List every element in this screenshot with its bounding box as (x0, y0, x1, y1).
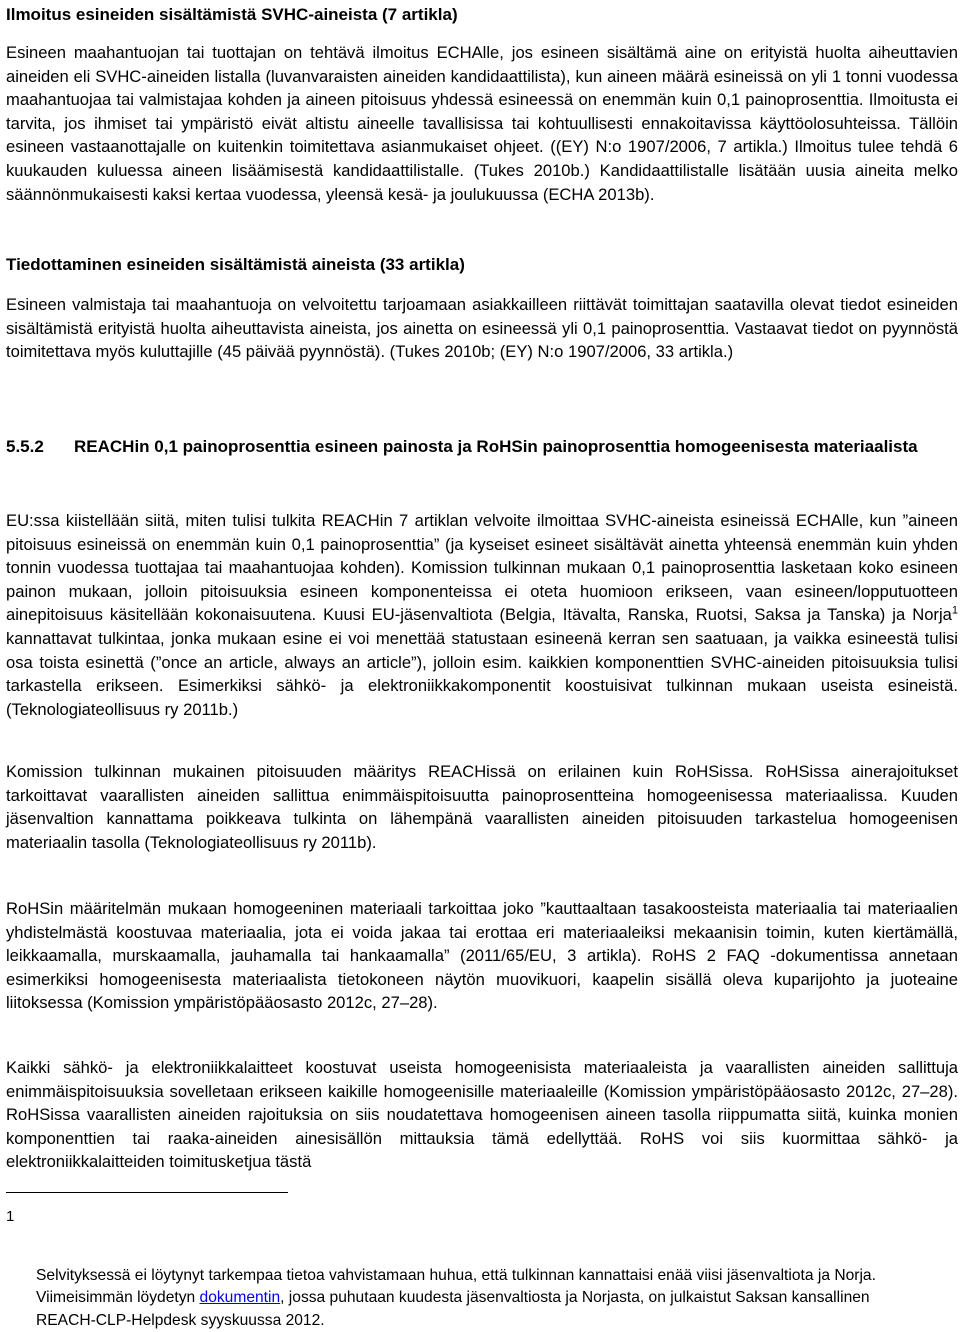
footnote-text-a: Selvityksessä ei löytynyt tarkempaa tietoa vahvistamaan huhua, että tulkinnan kannattaisi enää viisi jäsenvaltiota ja Norja. Viimeisimmän löydetyn (36, 1266, 876, 1307)
paragraph-svhc-notification: Esineen maahantuojan tai tuottajan on tehtävä ilmoitus ECHAlle, jos esineen sisältämä aine on erityistä huolta aiheuttavien aineiden eli SVHC-aineiden listalla (luvanvaraisten aineiden kandidaattilista), kun aineen määrä esineissä on yli 1 tonni vuodessa maahantuojaa tai valmistajaa kohden ja aineen pitoisuus yhdessä esineessä on enemmän kuin 0,1 painoprosenttia. Ilmoitusta ei tarvita, jos ihmiset tai ympäristö eivät altistu aineelle tavallisissa tai kohtuullisesti ennakoitavissa käyttöolosuhteissa. Tällöin esineen vastaanottajalle on kuitenkin toimitettava asianmukaiset ohjeet. ((EY) N:o 1907/2006, 7 artikla.) Ilmoitus tulee tehdä 6 kuukauden kuluessa aineen lisäämisestä kandidaattilistalle. (Tukes 2010b.) Kandidaattilistalle lisätään uusia aineita melko säännönmukaisesti kaksi kertaa vuodessa, yleensä kesä- ja joulukuussa (ECHA 2013b). (6, 43, 958, 204)
heading-svhc-notification: Ilmoitus esineiden sisältämistä SVHC-aineista (7 artikla) (6, 5, 458, 24)
footnote-number: 1 (6, 1208, 15, 1225)
footnote-text-b: , jossa puhutaan kuudesta jäsenvaltiosta ja Norjasta, on julkaistut Saksan kansallinen REACH-CLP-Helpdesk syyskuussa 2012. (36, 1289, 870, 1329)
paragraph-homogeneous-material: RoHSin määritelmän mukaan homogeeninen materiaali tarkoittaa joko ”kauttaaltaan tasakoosteista materiaalia tai materiaalien yhdistelmästä koostuvaa materiaalia, jota ei voida jakaa tai erottaa eri materiaaleiksi mekaanisin toimin, kuten kiertämällä, leikkaamalla, murskaamalla, jauhamalla tai hankaamalla” (2011/65/EU, 3 artikla). RoHS 2 FAQ -dokumentissa annetaan esimerkiksi homogeenisesta materiaalista tietokoneen näytön muovikuori, kaapelin sisällä oleva kuparijohto ja juoteaine liitoksessa (Komission ympäristöpääosasto 2012c, 27–28). (6, 899, 958, 1013)
paragraph-communication: Esineen valmistaja tai maahantuoja on velvoitettu tarjoamaan asiakkailleen riittävät toimittajan saatavilla olevat tiedot esineiden sisältämistä erityistä huolta aiheuttavista aineista, jos ainetta on esineessä yli 0,1 painoprosenttia. Vastaavat tiedot on pyynnöstä toimitettava myös kuluttajille (45 päivää pyynnöstä). (Tukes 2010b; (EY) N:o 1907/2006, 33 artikla.) (6, 295, 958, 362)
paragraph-reach-interpretation (6, 509, 958, 721)
section-number: 5.5.2 (6, 437, 44, 456)
footnote-reference[interactable]: 1 (951, 604, 958, 617)
paragraph-reach-text-b: kannattavat tulkintaa, jonka mukaan esine ei voi menettää statustaan esineenä kerran sen saatuaan, ja vaikka esineestä tulisi osa toista esinettä (”once an article, always an article”), jolloin esim. kaikkien komponenttien SVHC-aineiden pitoisuuksia tulisi tarkastella erikseen. Esimerkiksi sähkö- ja elektroniikkakomponentit koostuisivat tulkinnan mukaan useista esineistä. (Teknologiateollisuus ry 2011b.) (6, 628, 958, 719)
section-title: REACHin 0,1 painoprosenttia esineen painosta ja RoHSin painoprosenttia homogeenisesta materiaalista (74, 437, 918, 456)
paragraph-reach-text-a: EU:ssa kiistellään siitä, miten tulisi tulkita REACHin 7 artiklan velvoite ilmoittaa SVHC-aineista esineissä ECHAlle, kun ”aineen pitoisuus esineissä on enemmän kuin 0,1 painoprosenttia” (ja kyseiset esineet sisältävät ainetta yhteensä enemmän kuin yhden tonnin vuodessa tuottajaa tai maahantuojaa kohden). Komission tulkinnan mukaan 0,1 painoprosenttia lasketaan koko esineen painon mukaan, jolloin pitoisuuksia esineen komponenteissa ei oteta huomioon erikseen, vaan esineen/lopputuotteen ainepitoisuus käsitellään kokonaisuutena. Kuusi EU-jäsenvaltiota (Belgia, Itävalta, Ranska, Ruotsi, Saksa ja Tanska) ja Norja (6, 511, 958, 625)
heading-communication: Tiedottaminen esineiden sisältämistä aineista (33 artikla) (6, 255, 465, 274)
paragraph-rohs-comparison: Komission tulkinnan mukainen pitoisuuden määritys REACHissä on erilainen kuin RoHSissa. RoHSissa ainerajoitukset tarkoittavat vaarallisten aineiden sallittua enimmäispitoisuutta painoprosentteina homogeenisessa materiaalissa. Kuuden jäsenvaltion kannattama poikkeava tulkinta on lähempänä vaarallisten aineiden pitoisuuden tarkastelua homogeenisen materiaalin tasolla (Teknologiateollisuus ry 2011b). (6, 762, 958, 852)
footnote-separator (6, 1192, 288, 1193)
paragraph-rohs-application: Kaikki sähkö- ja elektroniikkalaitteet koostuvat useista homogeenisista materiaaleista ja vaarallisten aineiden sallittuja enimmäispitoisuuksia sovelletaan erikseen kaikille homogeenisille materiaaleille (Komission ympäristöpääosasto 2012c, 27–28). RoHSissa vaarallisten aineiden rajoituksia on siis noudatettava homogeenisen aineen tasolla riippumatta siitä, kuinka monien komponenttien tai raaka-aineiden ainesisällön mittauksia tämä edellyttää. RoHS voi siis kuormittaa sähkö- ja elektroniikkalaitteiden toimitusketjua tästä (6, 1058, 958, 1172)
section-heading (6, 435, 958, 485)
footnote-document-link[interactable]: dokumentin (199, 1289, 281, 1307)
